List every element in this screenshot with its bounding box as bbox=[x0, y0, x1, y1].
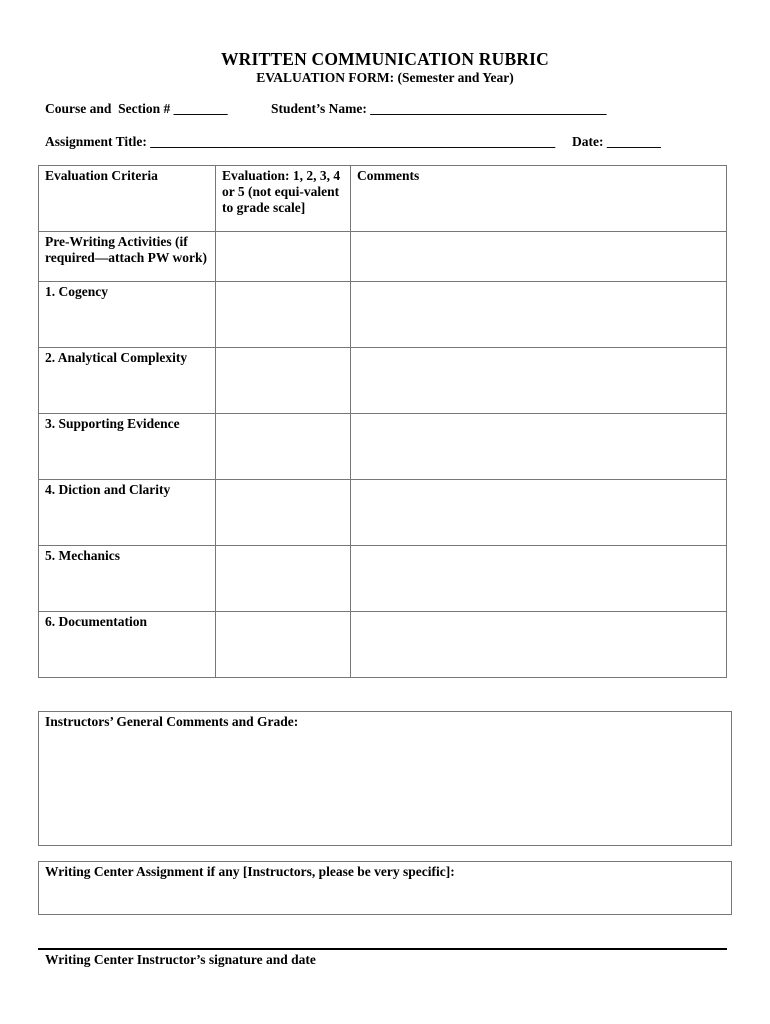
writing-center-box[interactable] bbox=[38, 861, 732, 915]
table-row bbox=[39, 414, 727, 480]
criterion-cogency: 1. Cogency bbox=[39, 282, 216, 348]
criterion-supporting-evidence: 3. Supporting Evidence bbox=[39, 414, 216, 480]
table-row bbox=[39, 546, 727, 612]
signature-label: Writing Center Instructor’s signature and date bbox=[45, 952, 316, 967]
criterion-prewriting: Pre-Writing Activities (if required—attach PW work) bbox=[39, 232, 216, 282]
evaluation-cell[interactable] bbox=[216, 348, 351, 414]
evaluation-cell[interactable] bbox=[216, 414, 351, 480]
form-subtitle: EVALUATION FORM: (Semester and Year) bbox=[256, 70, 514, 85]
evaluation-cell[interactable] bbox=[216, 232, 351, 282]
evaluation-cell[interactable] bbox=[216, 480, 351, 546]
criterion-mechanics: 5. Mechanics bbox=[39, 546, 216, 612]
criterion-documentation: 6. Documentation bbox=[39, 612, 216, 678]
criterion-diction-clarity: 4. Diction and Clarity bbox=[39, 480, 216, 546]
comments-cell[interactable] bbox=[351, 546, 727, 612]
signature-line bbox=[38, 948, 727, 950]
header-evaluation-scale: Evaluation: 1, 2, 3, 4 or 5 (not equi-valent to grade scale] bbox=[216, 166, 351, 232]
comments-cell[interactable] bbox=[351, 282, 727, 348]
evaluation-cell[interactable] bbox=[216, 546, 351, 612]
table-row bbox=[39, 348, 727, 414]
evaluation-cell[interactable] bbox=[216, 612, 351, 678]
assignment-title-field[interactable]: Assignment Title: ____________________________________________________________ bbox=[45, 134, 556, 149]
comments-cell[interactable] bbox=[351, 612, 727, 678]
table-header-row bbox=[39, 166, 727, 232]
date-field[interactable]: Date: ________ bbox=[572, 134, 661, 149]
header-comments: Comments bbox=[351, 166, 727, 232]
general-comments-label: Instructors’ General Comments and Grade: bbox=[45, 714, 299, 729]
criterion-analytical-complexity: 2. Analytical Complexity bbox=[39, 348, 216, 414]
student-name-field[interactable]: Student’s Name: ___________________________________ bbox=[271, 101, 607, 116]
form-title: WRITTEN COMMUNICATION RUBRIC bbox=[220, 49, 550, 69]
table-row bbox=[39, 232, 727, 282]
comments-cell[interactable] bbox=[351, 480, 727, 546]
evaluation-cell[interactable] bbox=[216, 282, 351, 348]
rubric-table bbox=[38, 165, 727, 678]
comments-cell[interactable] bbox=[351, 348, 727, 414]
comments-cell[interactable] bbox=[351, 414, 727, 480]
table-row bbox=[39, 480, 727, 546]
course-section-field[interactable]: Course and Section # ________ bbox=[45, 101, 228, 116]
table-row bbox=[39, 282, 727, 348]
comments-cell[interactable] bbox=[351, 232, 727, 282]
header-evaluation-criteria: Evaluation Criteria bbox=[39, 166, 216, 232]
writing-center-label: Writing Center Assignment if any [Instructors, please be very specific]: bbox=[45, 864, 455, 879]
general-comments-box[interactable] bbox=[38, 711, 732, 846]
table-row bbox=[39, 612, 727, 678]
